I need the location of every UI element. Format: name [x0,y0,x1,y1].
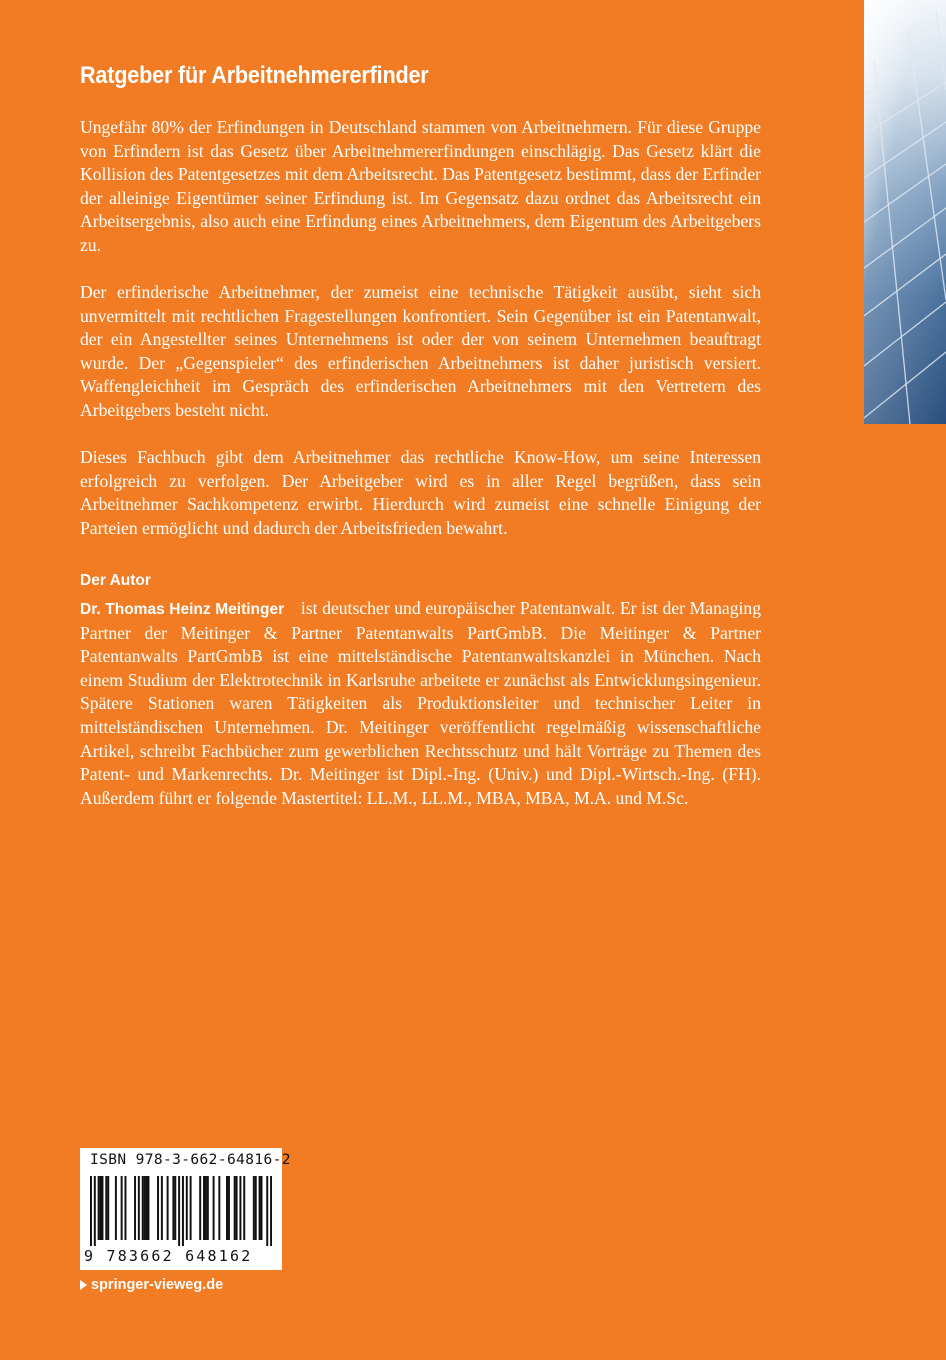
barcode-bar [94,1176,96,1246]
barcode-bar [199,1176,201,1240]
barcode-bar [100,1176,102,1240]
barcode-bar [255,1176,257,1240]
barcode-bar [186,1176,188,1240]
author-name: Dr. Thomas Heinz Meitinger [80,601,285,618]
barcode-bar [107,1176,109,1240]
barcode-bar [236,1176,238,1240]
barcode-bar [205,1176,207,1240]
isbn-barcode [80,1148,291,1270]
barcode-bar [243,1176,245,1240]
description-paragraph-2: Der erfinderische Arbeitnehmer, der zumeist eine technische Tätigkeit ausübt, sieht sich unvermittelt mit rechtlichen Fragestellungen konfrontiert. Sein Gegenüber ist ein Patentanwalt, der ein Angestellter seines Unternehmens ist oder der von seinem Unternehmen beauftragt wurde. Der „Gegenspieler“ des erfinderischen Arbeitnehmers ist daher juristisch versiert. Waffengleichheit im Gespräch des erfinderischen Arbeitnehmers mit den Vertretern des Arbeitgebers besteht nicht. [80,282,761,420]
barcode-digits: 9 783662 648162 [84,1247,253,1265]
barcode-bar [90,1176,92,1246]
barcode-bar [228,1176,230,1240]
arrow-right-icon [80,1280,87,1290]
barcode-bar [161,1176,163,1240]
barcode-bar [234,1176,236,1240]
barcode-bar [172,1176,174,1240]
back-cover-heading: Ratgeber für Arbeitnehmererfinder [80,62,429,89]
author-bio [80,597,761,810]
barcode-bar [174,1176,176,1240]
author-section-heading: Der Autor [80,572,151,589]
isbn-number: ISBN 978-3-662-64816-2 [90,1152,291,1168]
barcode-bar [142,1176,144,1240]
barcode-bar [134,1176,136,1240]
barcode-bars [90,1176,272,1246]
barcode-bar [261,1176,263,1240]
barcode-bar [266,1176,268,1246]
barcode-bar [190,1176,192,1240]
barcode-bar [98,1176,100,1240]
publisher-website[interactable] [80,1277,223,1293]
barcode-bar [144,1176,146,1240]
barcode-bar [270,1176,272,1246]
barcode-bar [121,1176,123,1240]
description-paragraph-1: Ungefähr 80% der Erfindungen in Deutschland stammen von Arbeitnehmern. Für diese Gruppe von Erfindern ist das Gesetz über Arbeitnehmererfindungen einschlägig. Das Gesetz klärt die Kollision des Patentgesetzes mit dem Arbeitsrecht. Das Patentgesetz bestimmt, dass der Erfinder der alleinige Eigentümer seiner Erfindung ist. Im Gegensatz dazu ordnet das Arbeitsrecht ein Arbeitsergebnis, also auch eine Erfindung eines Arbeitnehmers, dem Eigentum des Arbeitgebers zu. [80,117,761,255]
solar-panel-photo [864,0,946,424]
barcode-bar [147,1176,149,1240]
barcode-bar [167,1176,169,1240]
barcode-bar [178,1176,180,1246]
barcode-bar [101,1176,103,1240]
website-label: springer-vieweg.de [91,1277,224,1293]
barcode-bar [146,1176,148,1240]
barcode-bar [253,1176,255,1240]
barcode-bar [239,1176,241,1240]
description-paragraph-3: Dieses Fachbuch gibt dem Arbeitnehmer das rechtliche Know-How, um seine Interessen erfolgreich zu verfolgen. Der Arbeitgeber wird es in aller Regel begrüßen, dass sein Arbeitnehmer Sachkompetenz erwirbt. Hierdurch wird zumeist eine schnelle Einigung der Parteien ermöglicht und dadurch der Arbeitsfrieden bewahrt. [80,447,761,538]
barcode-bar [138,1176,140,1240]
barcode-bar [105,1176,107,1240]
barcode-bar [124,1176,126,1240]
solar-panel-graphic [864,0,946,424]
barcode-bar [182,1176,184,1246]
barcode-bar [226,1176,228,1240]
author-bio-text: ist deutscher und europäischer Patentanwalt. Er ist der Managing Partner der Meitinger & Partner Patentanwalts PartGmbB. Die Meitinger & Partner Patentanwalts PartGmbB ist eine mittelständische Patentanwaltskanzlei in München. Nach einem Studium der Elektrotechnik in Karlsruhe arbeitete er zunächst als Entwicklungsingenieur. Spätere Stationen waren Tätigkeiten als Produktionsleiter und technischer Leiter in mittelständischen Unternehmen. Dr. Meitinger veröffentlicht regelmäßig wissenschaftliche Artikel, schreibt Fachbücher zum gewerblichen Rechtsschutz und hält Vorträge zu Themen des Patent- und Markenrechts. Dr. Meitinger ist Dipl.-Ing. (Univ.) und Dipl.-Wirtsch.-Ing. (FH). Außerdem führt er folgende Mastertitel: LL.M., LL.M., MBA, MBA, M.A. und M.Sc. [80,598,761,808]
barcode-bar [259,1176,261,1240]
barcode-bar [213,1176,215,1240]
barcode-bar [115,1176,117,1240]
barcode-bar [203,1176,205,1240]
barcode-bar [218,1176,220,1240]
barcode-bar [207,1176,209,1240]
barcode-bar [157,1176,159,1240]
